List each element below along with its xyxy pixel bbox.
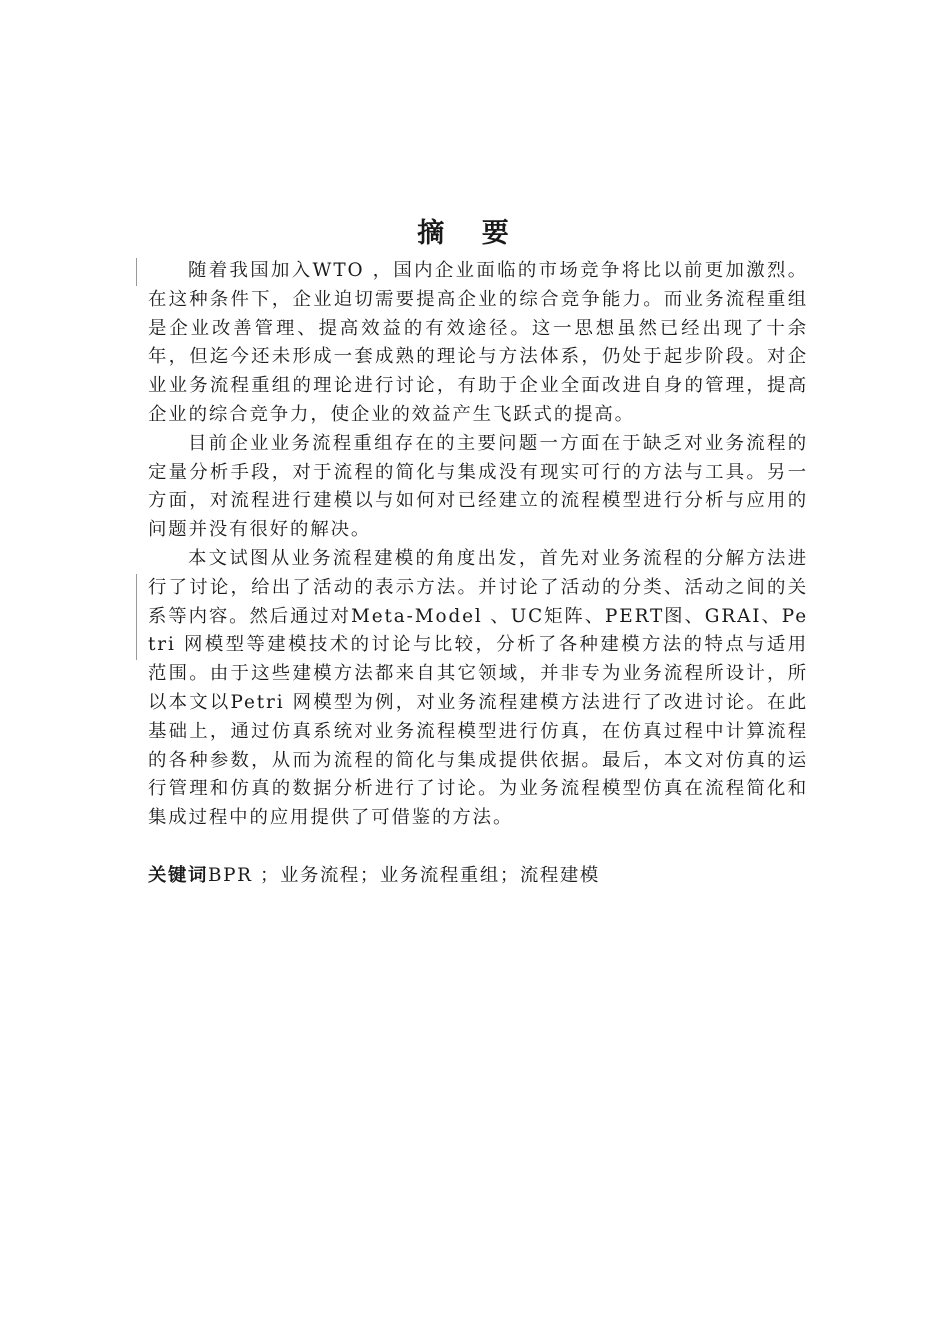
abstract-paragraph-3: 本文试图从业务流程建模的角度出发，首先对业务流程的分解方法进行了讨论，给出了活动的表示方法。并讨论了活动的分类、活动之间的关系等内容。然后通过对Meta-Model 、UC矩阵、PERT图、GRAI、Petri 网模型等建模技术的讨论与比较，分析了各种建模方法的特点与适用范围。由于这些建模方法都来自其它领域，并非专为业务流程所设计，所以本文以Petri 网模型为例，对业务流程建模方法进行了改进讨论。在此基础上，通过仿真系统对业务流程模型进行仿真，在仿真过程中计算流程的各种参数，从而为流程的简化与集成提供依据。最后，本文对仿真的运行管理和仿真的数据分析进行了讨论。为业务流程模型仿真在流程简化和集成过程中的应用提供了可借鉴的方法。 (148, 547, 808, 829)
revision-change-bar (136, 258, 137, 286)
abstract-paragraph-1: 随着我国加入WTO ，国内企业面临的市场竞争将比以前更加激烈。在这种条件下，企业迫切需要提高企业的综合竞争能力。而业务流程重组是企业改善管理、提高效益的有效途径。这一思想虽然已经出现了十余年，但迄今还未形成一套成熟的理论与方法体系，仍处于起步阶段。对企业业务流程重组的理论进行讨论，有助于企业全面改进自身的管理，提高企业的综合竞争力，使企业的效益产生飞跃式的提高。 (148, 260, 808, 425)
page-title: 摘 要 (417, 218, 523, 249)
abstract-body (148, 257, 808, 833)
revision-change-bar (136, 574, 137, 660)
keywords-label: 关键词 (148, 865, 208, 886)
abstract-paragraph-2: 目前企业业务流程重组存在的主要问题一方面在于缺乏对业务流程的定量分析手段，对于流程的简化与集成没有现实可行的方法与工具。另一方面，对流程进行建模以与如何对已经建立的流程模型进行分析与应用的问题并没有很好的解决。 (148, 432, 808, 541)
keywords-value: BPR ；业务流程；业务流程重组；流程建模 (207, 865, 600, 886)
keywords-line (148, 862, 808, 890)
